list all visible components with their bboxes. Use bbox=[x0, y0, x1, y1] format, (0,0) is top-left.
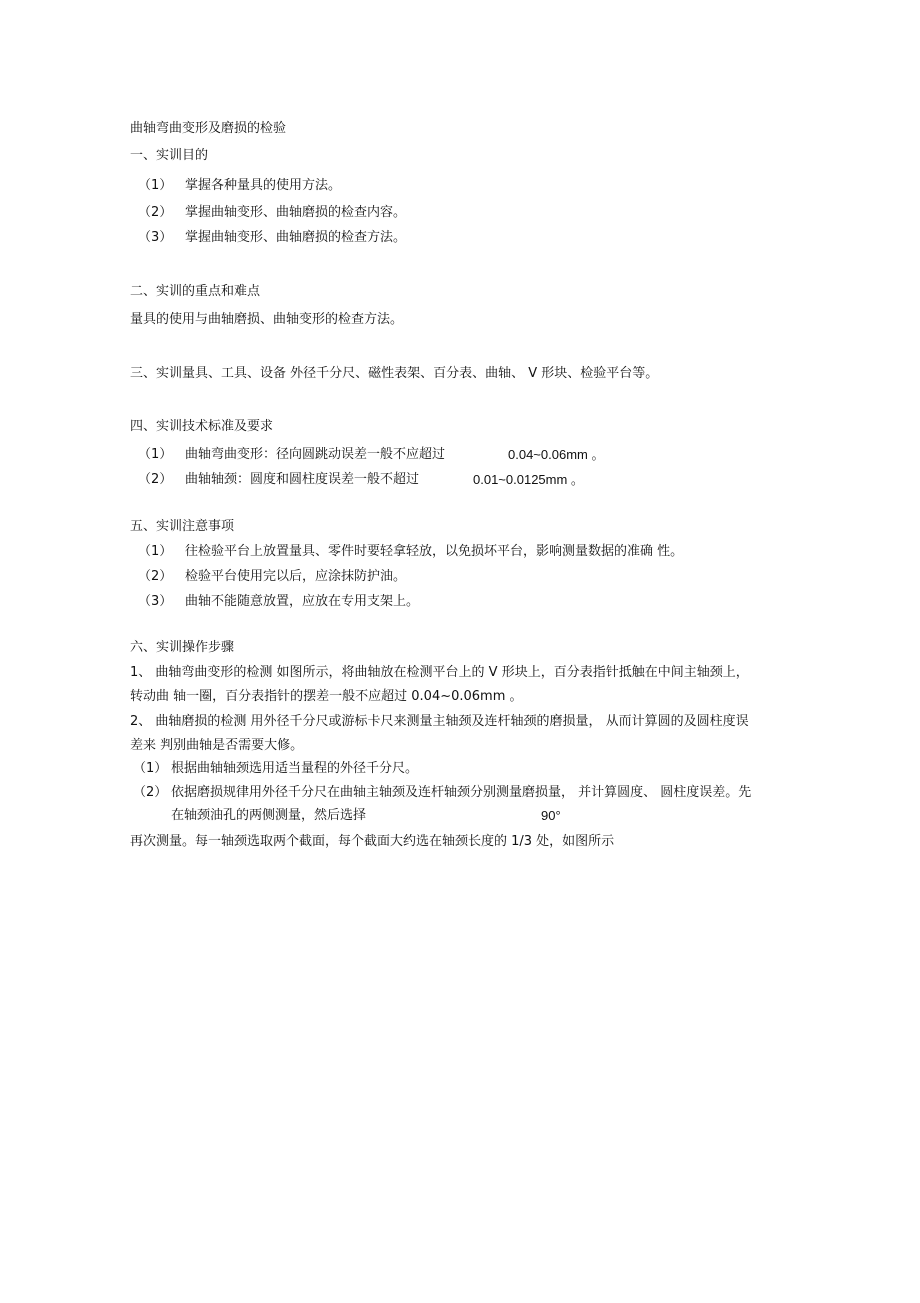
s6-last-line: 再次测量。每一轴颈选取两个截面，每个截面大约选在轴颈长度的 1/3 处，如图所示 bbox=[130, 834, 615, 849]
section-1-heading: 一、实训目的 bbox=[130, 148, 209, 163]
s5-item-1-text: 往检验平台上放置量具、零件时要轻拿轻放，以免损坏平台，影响测量数据的准确 性。 bbox=[185, 544, 684, 559]
s6-sub-2-continuation: 在轴颈油孔的两侧测量，然后选择 bbox=[171, 808, 367, 823]
s4-item-2-num: （2） bbox=[138, 472, 173, 487]
s6-sub-1-text: 根据曲轴轴颈选用适当量程的外径千分尺。 bbox=[171, 761, 419, 776]
section-4-heading: 四、实训技术标准及要求 bbox=[130, 419, 274, 434]
s6-sub-2-angle: 90° bbox=[541, 808, 561, 823]
section-3-line: 三、实训量具、工具、设备 外径千分尺、磁性表架、百分表、曲轴、 V 形块、检验平台等。 bbox=[130, 366, 659, 381]
s4-item-2-value: 0.01~0.0125mm 。 bbox=[473, 472, 584, 487]
section-5-heading: 五、实训注意事项 bbox=[130, 519, 235, 534]
s5-item-1-num: （1） bbox=[138, 544, 173, 559]
s4-item-1-text: 曲轴弯曲变形：径向圆跳动误差一般不应超过 bbox=[185, 447, 446, 462]
s1-item-3-num: （3） bbox=[138, 230, 173, 245]
s4-item-2-text: 曲轴轴颈：圆度和圆柱度误差一般不超过 bbox=[185, 472, 420, 487]
s6-para-2-line-2: 差来 判别曲轴是否需要大修。 bbox=[130, 738, 304, 753]
s6-para-1-line-2: 转动曲 轴一圈，百分表指针的摆差一般不应超过 0.04~0.06mm 。 bbox=[130, 689, 523, 704]
s1-item-3-text: 掌握曲轴变形、曲轴磨损的检查方法。 bbox=[185, 230, 407, 245]
section-6-heading: 六、实训操作步骤 bbox=[130, 640, 235, 655]
s6-para-2-line-1: 2、 曲轴磨损的检测 用外径千分尺或游标卡尺来测量主轴颈及连杆轴颈的磨损量， 从而计算圆的及圆柱度误 bbox=[130, 714, 749, 729]
s1-item-2-num: （2） bbox=[138, 205, 173, 220]
s6-para-1-line-1: 1、 曲轴弯曲变形的检测 如图所示，将曲轴放在检测平台上的 V 形块上，百分表指针抵触在中间主轴颈上， bbox=[130, 665, 749, 680]
s5-item-2-text: 检验平台使用完以后，应涂抹防护油。 bbox=[185, 569, 407, 584]
s1-item-1-num: （1） bbox=[138, 178, 173, 193]
s4-item-1-num: （1） bbox=[138, 447, 173, 462]
s1-item-2-text: 掌握曲轴变形、曲轴磨损的检查内容。 bbox=[185, 205, 407, 220]
s5-item-3-num: （3） bbox=[138, 594, 173, 609]
s6-sub-2-num: （2） bbox=[133, 785, 168, 800]
s4-item-1-value: 0.04~0.06mm 。 bbox=[508, 447, 605, 462]
section-2-heading: 二、实训的重点和难点 bbox=[130, 284, 261, 299]
document-title: 曲轴弯曲变形及磨损的检验 bbox=[130, 121, 287, 136]
s6-sub-2-text: 依据磨损规律用外径千分尺在曲轴主轴颈及连杆轴颈分别测量磨损量， 并计算圆度、 圆柱度误差。先 bbox=[171, 785, 752, 800]
section-2-body: 量具的使用与曲轴磨损、曲轴变形的检查方法。 bbox=[130, 312, 404, 327]
s5-item-2-num: （2） bbox=[138, 569, 173, 584]
s5-item-3-text: 曲轴不能随意放置，应放在专用支架上。 bbox=[185, 594, 420, 609]
s1-item-1-text: 掌握各种量具的使用方法。 bbox=[185, 178, 342, 193]
s6-sub-1-num: （1） bbox=[133, 761, 168, 776]
